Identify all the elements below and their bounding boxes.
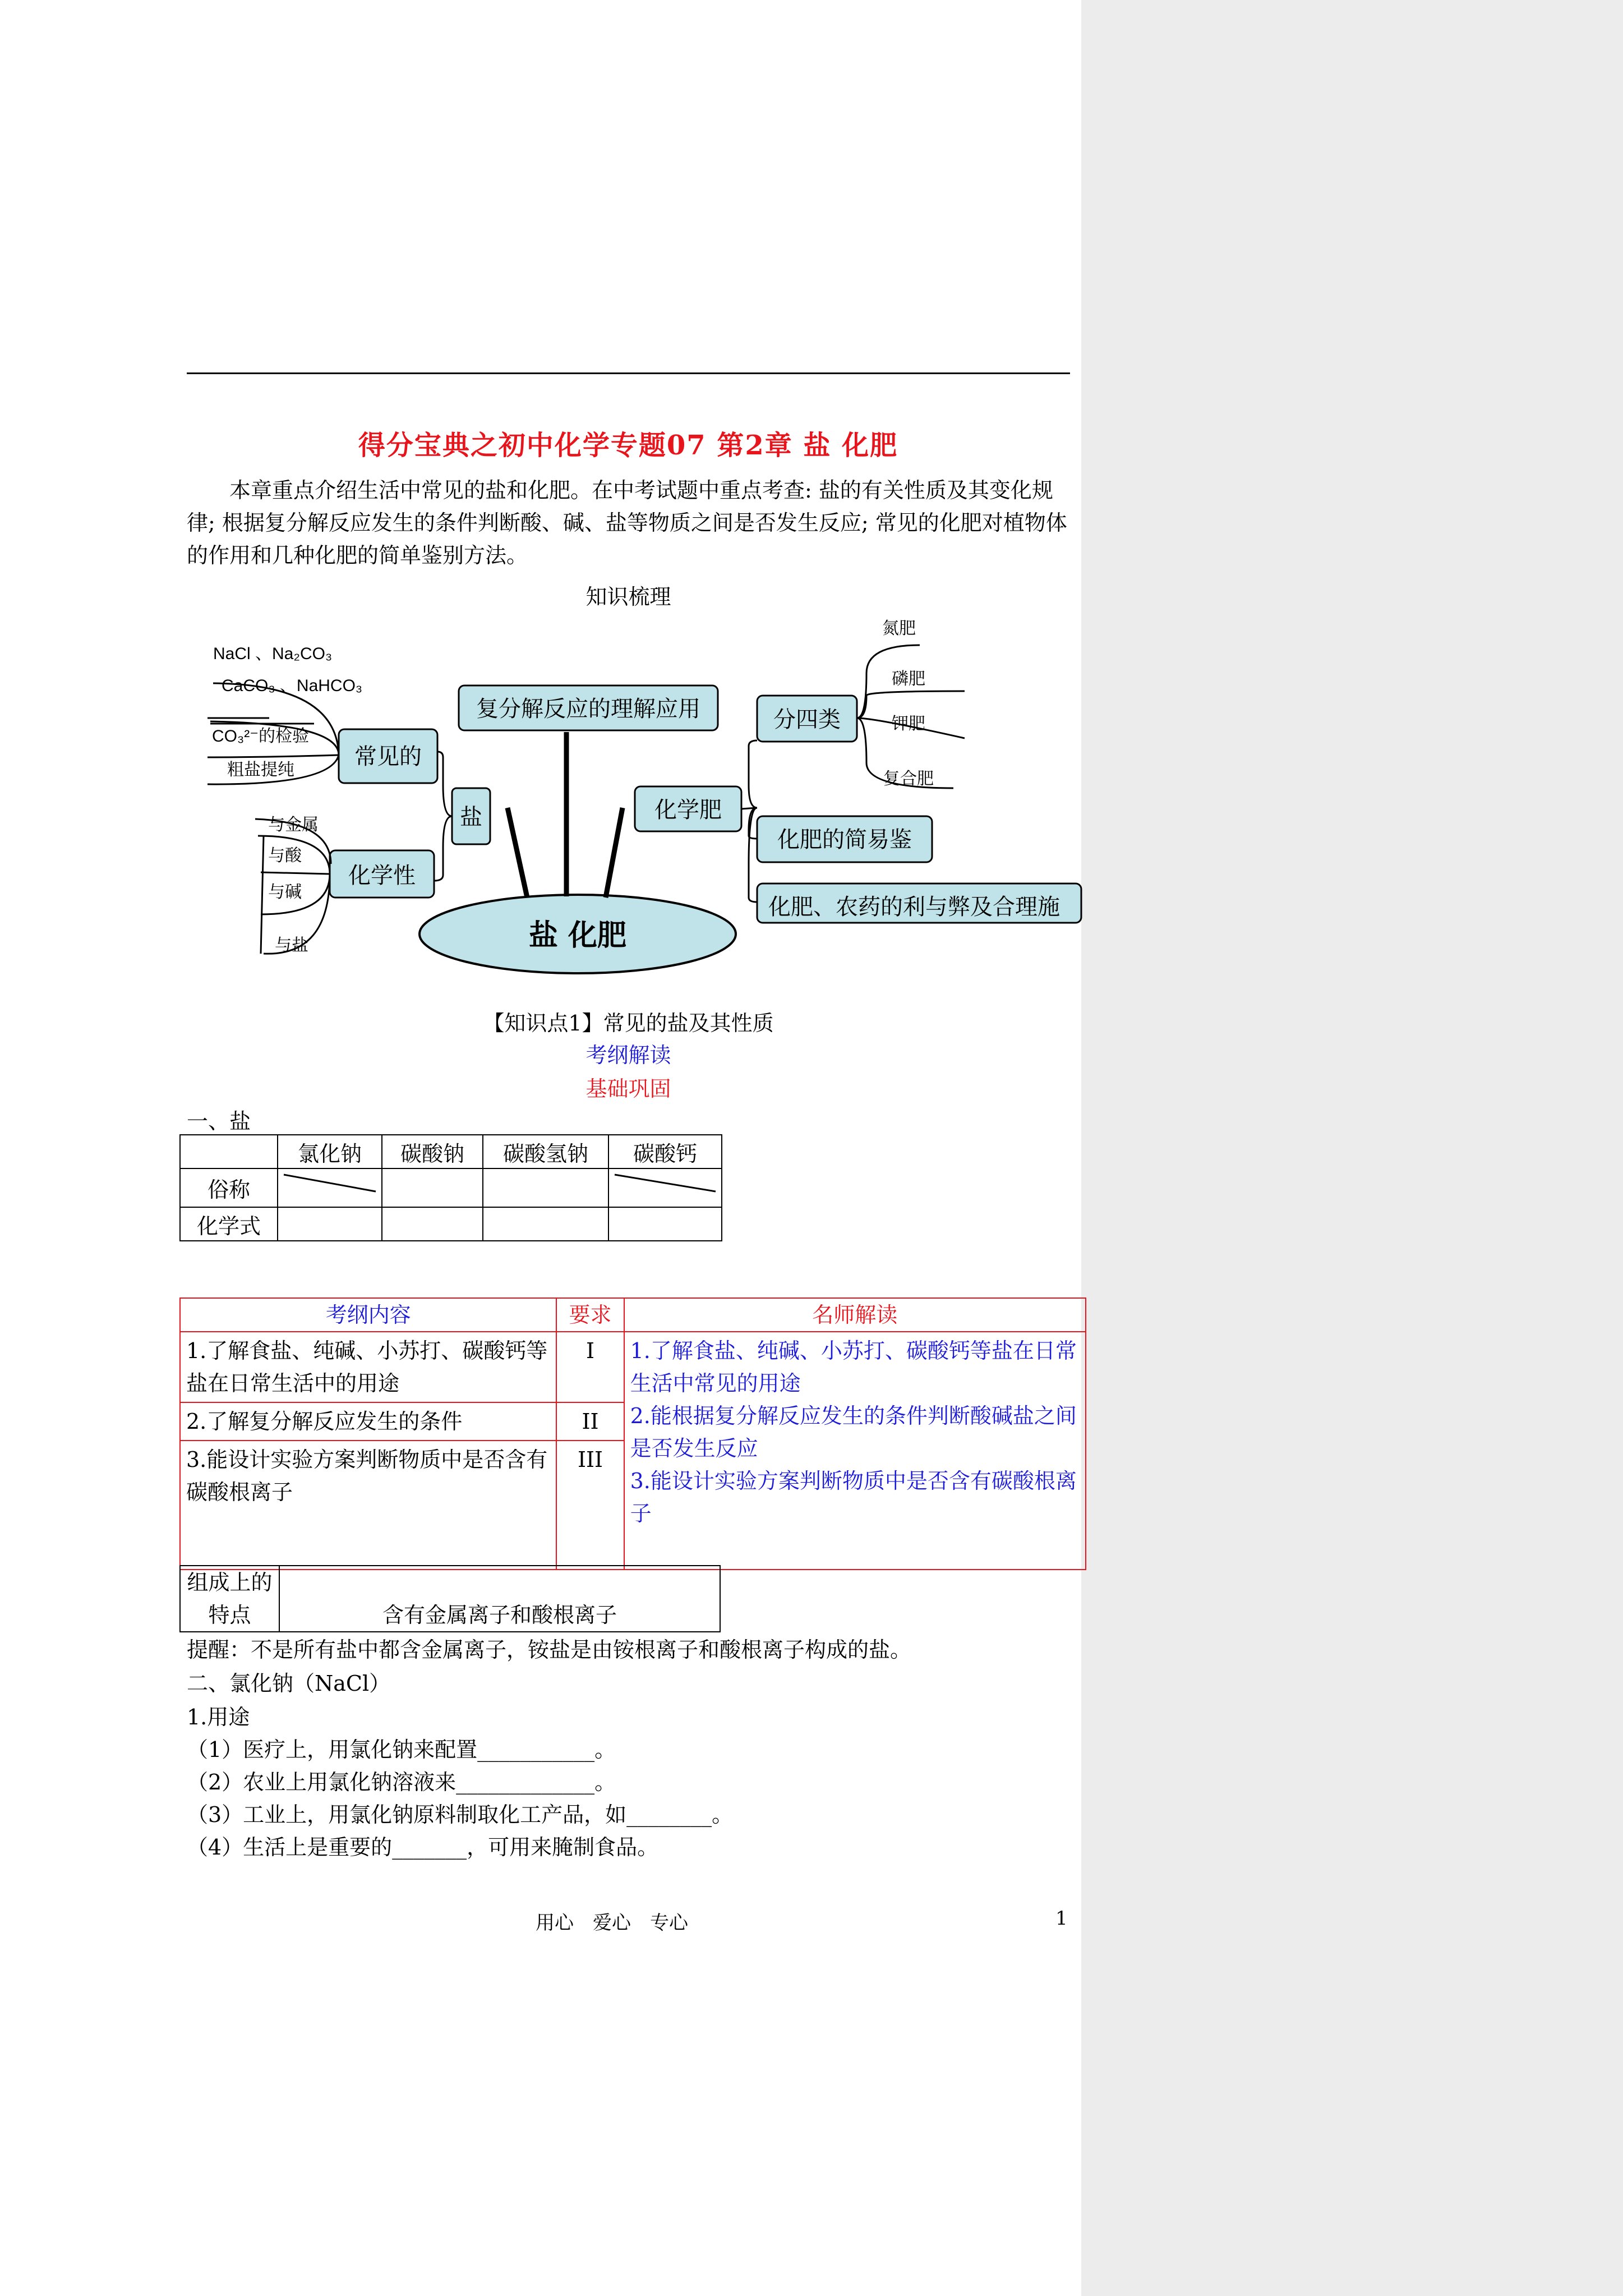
page-title: 得分宝典之初中化学专题07 第2章 盐 化肥 bbox=[358, 430, 898, 461]
prop-item-3: 与碱 bbox=[268, 882, 302, 902]
exam-table-header bbox=[180, 1298, 1086, 1332]
common-item-3: CO₃²⁻的检验 bbox=[212, 727, 310, 746]
common-item-2: CaCO₃ 、NaHCO₃ bbox=[222, 677, 363, 695]
salt-node-label: 盐 bbox=[460, 804, 482, 830]
salt-cell bbox=[608, 1168, 722, 1207]
strike-line bbox=[279, 1169, 380, 1202]
center-label: 盐 化肥 bbox=[528, 918, 627, 953]
salt-th-1: 氯化钠 bbox=[278, 1135, 382, 1168]
intro-text: 本章重点介绍生活中常见的盐和化肥。在中考试题中重点考查: 盐的有关性质及其变化规律; 根据复分解反应发生的条件判断酸、碱、盐等物质之间是否发生反应; 常见的化肥对植物体的作用和几种化肥的简单鉴别方法。 bbox=[187, 478, 1067, 568]
salt-row-2 bbox=[180, 1207, 722, 1241]
prop-item-4: 与盐 bbox=[275, 936, 308, 955]
salt-cell bbox=[278, 1168, 382, 1207]
salt-row-label: 俗称 bbox=[180, 1168, 278, 1207]
prop-item-2: 与酸 bbox=[268, 846, 302, 866]
four-types-label: 分四类 bbox=[773, 707, 841, 733]
salt-cell bbox=[483, 1207, 608, 1241]
four-item-4: 复合肥 bbox=[883, 769, 934, 789]
exam-th-1: 要求 bbox=[556, 1298, 624, 1332]
proscons-label: 化肥、农药的利与弊及合理施 bbox=[768, 894, 1060, 920]
salt-th-0 bbox=[180, 1135, 278, 1168]
knowledge-point: 【知识点1】常见的盐及其性质 bbox=[483, 1011, 774, 1036]
salt-table bbox=[179, 1134, 722, 1241]
strike-line bbox=[610, 1169, 720, 1202]
salt-cell bbox=[382, 1168, 483, 1207]
salt-branch-line bbox=[508, 808, 527, 898]
interp-2: 2.能根据复分解反应发生的条件判断酸碱盐之间是否发生反应 bbox=[630, 1404, 1077, 1461]
exam-content: 2.了解复分解反应发生的条件 bbox=[180, 1402, 556, 1441]
salt-cell bbox=[483, 1168, 608, 1207]
exam-th-0: 考纲内容 bbox=[180, 1298, 556, 1332]
mind-map bbox=[0, 0, 1122, 999]
salt-cell bbox=[278, 1207, 382, 1241]
salt-th-3: 碳酸氢钠 bbox=[483, 1135, 608, 1168]
common-item-4: 粗盐提纯 bbox=[227, 760, 294, 780]
exam-table bbox=[179, 1297, 1086, 1570]
exam-content: 1.了解食盐、纯碱、小苏打、碳酸钙等盐在日常生活中的用途 bbox=[180, 1332, 556, 1402]
identify-label: 化肥的简易鉴 bbox=[777, 827, 912, 853]
exam-req: II bbox=[556, 1402, 624, 1441]
salt-cell bbox=[608, 1207, 722, 1241]
use-item-1: （1）医疗上，用氯化钠来配置___________。 bbox=[187, 1737, 616, 1762]
salt-th-4: 碳酸钙 bbox=[608, 1135, 722, 1168]
exam-row-1 bbox=[180, 1332, 1086, 1402]
prop-item-1: 与金属 bbox=[268, 815, 319, 835]
use-item-2: （2）农业上用氯化钠溶液来_____________。 bbox=[187, 1770, 616, 1795]
comment-sidebar bbox=[1081, 0, 1623, 2296]
jichu-heading: 基础巩固 bbox=[585, 1076, 671, 1101]
interp-1: 1.了解食盐、纯碱、小苏打、碳酸钙等盐在日常生活中常见的用途 bbox=[630, 1338, 1077, 1396]
salt-row-1 bbox=[180, 1168, 722, 1207]
interp-3: 3.能设计实验方案判断物质中是否含有碳酸根离子 bbox=[630, 1469, 1077, 1526]
exam-th-2: 名师解读 bbox=[624, 1298, 1086, 1332]
composition-value: 含有金属离子和酸根离子 bbox=[279, 1566, 720, 1632]
uses-heading: 1.用途 bbox=[187, 1705, 250, 1729]
exam-req: I bbox=[556, 1332, 624, 1402]
exam-interpretation bbox=[624, 1332, 1086, 1570]
four-item-1: 氮肥 bbox=[882, 619, 916, 638]
common-item-1: NaCl 、Na₂CO₃ bbox=[213, 645, 333, 663]
footer-motto: 用心 爱心 专心 bbox=[536, 1912, 688, 1934]
part2-heading: 二、氯化钠（NaCl） bbox=[187, 1671, 391, 1696]
kaogang-text: 考纲解读 bbox=[585, 1043, 671, 1068]
chemprop-node-label: 化学性 bbox=[348, 863, 416, 889]
part1-heading: 一、盐 bbox=[187, 1109, 251, 1134]
four-item-2: 磷肥 bbox=[892, 669, 925, 689]
salt-cell bbox=[382, 1207, 483, 1241]
use-item-4: （4）生活上是重要的_______，可用来腌制食品。 bbox=[187, 1835, 659, 1860]
use-item-3: （3）工业上，用氯化钠原料制取化工产品，如________。 bbox=[187, 1802, 734, 1827]
composition-row bbox=[180, 1566, 720, 1632]
salt-row-label: 化学式 bbox=[180, 1207, 278, 1241]
composition-label: 组成上的特点 bbox=[180, 1566, 279, 1632]
composition-table bbox=[179, 1565, 721, 1632]
salt-table-header bbox=[180, 1135, 722, 1168]
common-node-label: 常见的 bbox=[354, 744, 422, 770]
section-heading: 知识梳理 bbox=[585, 585, 671, 609]
page-number: 1 bbox=[1055, 1907, 1068, 1930]
fert-branch-line bbox=[606, 808, 623, 898]
fertilizer-node-label: 化学肥 bbox=[654, 797, 722, 823]
top-node-label: 复分解反应的理解应用 bbox=[476, 696, 700, 722]
salt-th-2: 碳酸钠 bbox=[382, 1135, 483, 1168]
reminder: 提醒：不是所有盐中都含金属离子，铵盐是由铵根离子和酸根离子构成的盐。 bbox=[187, 1637, 912, 1662]
exam-req: III bbox=[556, 1441, 624, 1570]
kaogang-heading bbox=[187, 1038, 1070, 1069]
four-item-3: 钾肥 bbox=[892, 714, 925, 734]
exam-content: 3.能设计实验方案判断物质中是否含有碳酸根离子 bbox=[180, 1441, 556, 1570]
